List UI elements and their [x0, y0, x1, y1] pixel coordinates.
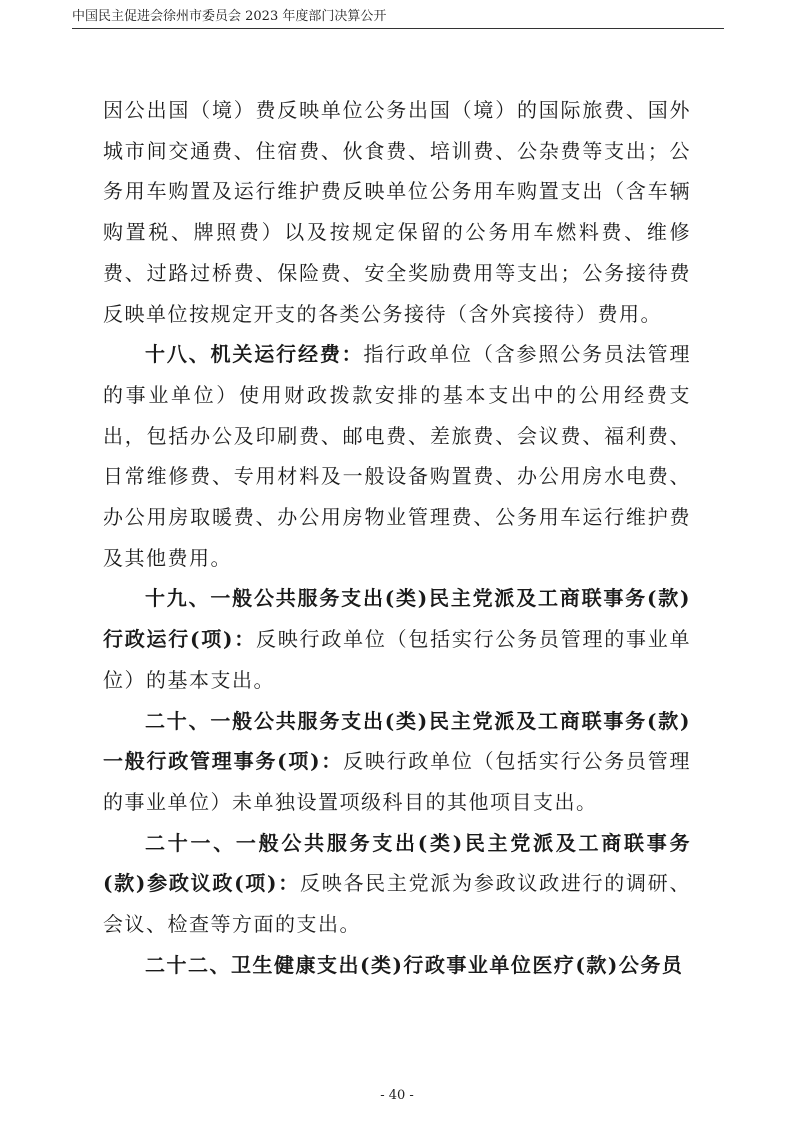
paragraph-heading: 二十、一般公共服务支出(类)民主党派及工商联事务(款)一般行政管理事务(项)： [103, 708, 691, 774]
paragraph-text: 反映行政单位（包括实行公务员管理的事业单位）的基本支出。 [103, 627, 692, 692]
paragraph-text: 因公出国（境）费反映单位公务出国（境）的国际旅费、国外城市间交通费、住宿费、伙食费、培训费、公杂费等支出；公务用车购置及运行维护费反映单位公务用车购置支出（含车辆购置税、牌照费）以及按规定保留的公务用车燃料费、维修费、过路过桥费、保险费、安全奖励费用等支出；公务接待费反映单位按规定开支的各类公务接待（含外宾接待）费用。 [103, 98, 691, 326]
paragraph-item-22 [103, 945, 691, 986]
paragraph-item-21 [103, 823, 691, 945]
paragraph-continuation [103, 90, 691, 334]
document-body [103, 90, 691, 985]
paragraph-heading: 十八、机关运行经费： [145, 342, 364, 367]
paragraph-heading: 十九、一般公共服务支出(类)民主党派及工商联事务(款)行政运行(项)： [103, 586, 691, 652]
paragraph-text: 反映行政单位（包括实行公务员管理的事业单位）未单独设置项级科目的其他项目支出。 [103, 749, 692, 814]
paragraph-item-19 [103, 578, 691, 700]
page-number: - 40 - [380, 1088, 414, 1103]
paragraph-heading: 二十一、一般公共服务支出(类)民主党派及工商联事务(款)参政议政(项)： [103, 830, 691, 896]
paragraph-text: 反映各民主党派为参政议政进行的调研、会议、检查等方面的支出。 [103, 871, 692, 937]
header-divider [72, 28, 724, 29]
paragraph-text: 指行政单位（含参照公务员法管理的事业单位）使用财政拨款安排的基本支出中的公用经费支出，包括办公及印刷费、邮电费、差旅费、会议费、福利费、日常维修费、专用材料及一般设备购置费、办公用房水电费、办公用房取暖费、办公用房物业管理费、公务用车运行维护费及其他费用。 [103, 342, 692, 570]
paragraph-item-18 [103, 334, 691, 578]
paragraph-item-20 [103, 701, 691, 823]
paragraph-heading: 二十二、卫生健康支出(类)行政事业单位医疗(款)公务员 [145, 952, 684, 977]
page-header: 中国民主促进会徐州市委员会 2023 年度部门决算公开 [72, 9, 387, 24]
